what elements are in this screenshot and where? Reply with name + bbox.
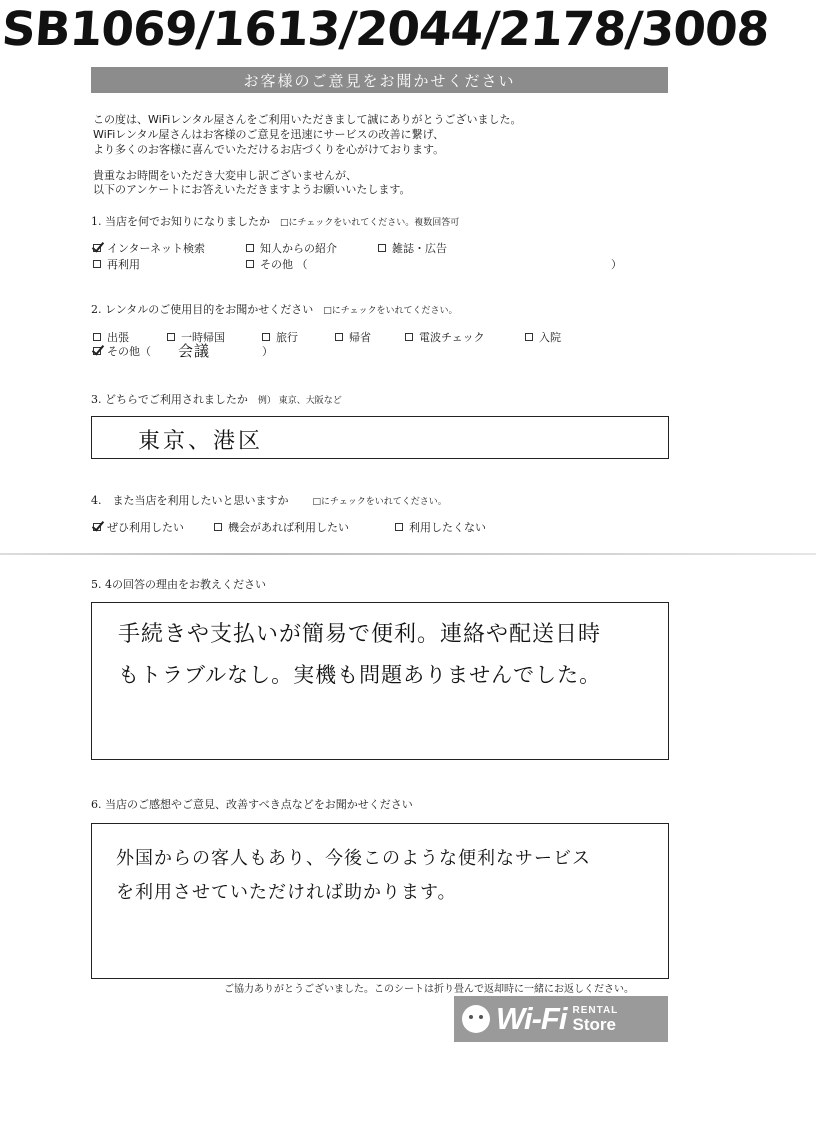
q4-option-if-chance[interactable] [214,519,349,535]
q1-option-label: 再利用 [107,258,140,271]
intro-line-2: WiFiレンタル屋さんはお客様のご意見を迅速にサービスの改善に繋げ、 [93,128,445,141]
wifi-rental-store-logo [454,996,668,1042]
survey-header [91,67,668,93]
q2-option-signal-check[interactable] [405,329,485,345]
q5-answer-line-2: もトラブルなし。実機も問題ありませんでした。 [118,663,602,687]
q4-option-definitely[interactable] [93,519,184,535]
q6-answer-line-1: 外国からの客人もあり、今後このような便利なサービス [116,848,591,869]
q3-label [91,391,342,407]
checkbox[interactable] [246,260,254,268]
intro-line-3: より多くのお客様に喜んでいただけるお店づくりを心がけております。 [93,143,445,156]
intro-line-1: この度は、WiFiレンタル屋さんをご利用いただきまして誠にありがとうございました。 [93,113,522,126]
q1-option-label: 知人からの紹介 [260,242,337,255]
q2-option-label: 帰省 [349,331,371,344]
q2-option-label: 出張 [107,331,129,344]
checkbox[interactable] [167,333,175,341]
q4-option-label: ぜひ利用したい [107,521,184,534]
q3-answer: 東京、港区 [138,429,264,454]
q2-other-answer: 会議 [178,342,211,360]
logo-sub [572,1006,618,1033]
q4-option-label: 機会があれば利用したい [228,521,349,534]
mascot-icon [462,1005,490,1033]
q1-option-label: その他 （ [260,258,308,271]
q1-option-reuse[interactable] [93,256,140,272]
q1-question: 1. 当店を何でお知りになりましたか [91,215,270,228]
q6-answer-box[interactable] [91,823,669,979]
q4-option-label: 利用したくない [409,521,486,534]
q2-option-homecoming[interactable] [335,329,371,345]
q1-option-other[interactable] [246,256,308,272]
checkbox[interactable] [262,333,270,341]
q4-option-no[interactable] [395,519,486,535]
checkbox[interactable] [335,333,343,341]
q2-question: 2. レンタルのご使用目的をお聞かせください [91,303,314,316]
intro-line-5: 以下のアンケートにお答えいただきますようお願いいたします。 [93,183,411,196]
q2-option-other[interactable] [93,343,151,359]
checkbox[interactable] [378,244,386,252]
q6-question: 6. 当店のご感想やご意見、改善すべき点などをお聞かせください [91,798,413,811]
q4-note: □にチェックをいれてください。 [312,497,447,507]
checkbox[interactable] [214,523,222,531]
checkbox[interactable] [395,523,403,531]
q5-label [91,576,266,592]
q5-answer-line-1: 手続きや支払いが簡易で便利。連絡や配送日時 [118,622,602,647]
q5-answer-box[interactable] [91,602,669,760]
checkbox-checked[interactable] [93,523,101,531]
q1-option-magazine[interactable] [378,240,447,256]
q2-option-label: 一時帰国 [181,331,225,344]
checkbox-checked[interactable] [93,347,101,355]
q1-option-label: 雑誌・広告 [392,242,447,255]
q4-label [91,492,447,508]
intro-line-4: 貴重なお時間をいただき大変申し訳ございませんが、 [93,169,357,182]
fold-line [0,553,816,555]
q2-note: □にチェックをいれてください。 [323,306,458,316]
q1-option-referral[interactable] [246,240,337,256]
q1-option-label: インターネット検索 [107,242,206,255]
q2-option-label: 入院 [539,331,561,344]
q4-question: 4. また当店を利用したいと思いますか [91,494,289,507]
q1-label [91,213,459,229]
checkbox[interactable] [246,244,254,252]
q1-option-internet[interactable] [93,240,205,256]
logo-brand: Wi-Fi [496,1001,567,1036]
q2-option-label: その他（ [107,345,151,358]
q6-answer-line-2: を利用させていただければ助かります。 [116,882,457,903]
logo-rental: RENTAL [572,1004,619,1016]
survey-title: お客様のご意見をお聞かせください [243,71,516,90]
q3-note: 例） 東京、大阪など [257,396,342,406]
q2-close-paren: ） [262,345,273,358]
q5-question: 5. 4の回答の理由をお教えください [91,578,266,591]
q1-close-paren: ） [611,258,622,271]
footer-thanks: ご協力ありがとうございました。このシートは折り畳んで返却時に一緒にお返しください。 [224,984,634,995]
checkbox[interactable] [93,333,101,341]
q1-note: □にチェックをいれてください。複数回答可 [280,218,460,228]
checkbox[interactable] [525,333,533,341]
checkbox[interactable] [93,260,101,268]
checkbox[interactable] [405,333,413,341]
logo-store: Store [572,1014,616,1034]
q2-option-hospital[interactable] [525,329,561,345]
q2-label [91,301,458,317]
q3-answer-box[interactable] [91,416,669,459]
checkbox-checked[interactable] [93,244,101,252]
q2-option-label: 電波チェック [419,331,485,344]
q3-question: 3. どちらでご利用されましたか [91,393,248,406]
reference-number: SB1069/1613/2044/2178/3008 [0,2,771,57]
q2-option-label: 旅行 [276,331,298,344]
q6-label [91,796,413,812]
